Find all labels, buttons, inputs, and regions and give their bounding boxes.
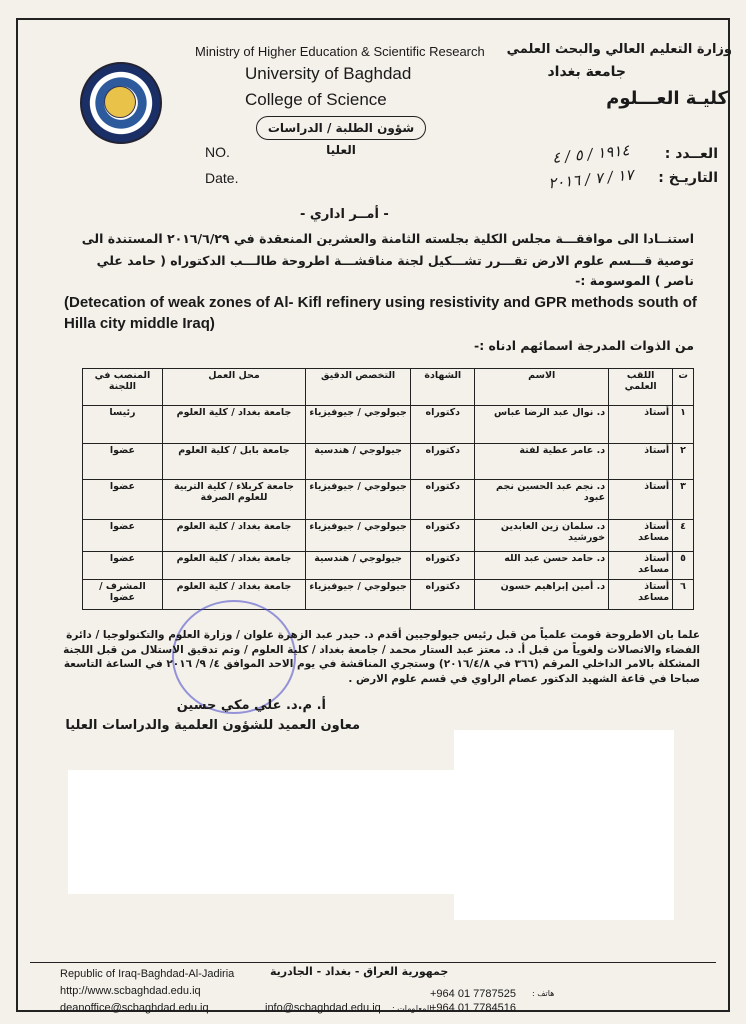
- column-header: محل العمل: [162, 369, 305, 406]
- cell-position: المشرف / عضوا: [83, 580, 163, 610]
- cell-specialty: جيولوجي / هندسية: [306, 444, 411, 480]
- cell-degree: دكتوراه: [411, 406, 475, 444]
- table-row: [83, 520, 694, 552]
- table-row: [83, 406, 694, 444]
- table-row: [83, 552, 694, 580]
- cell-rank: أستاذ مساعد: [609, 580, 673, 610]
- table-row: [83, 580, 694, 610]
- number-label-ar: العــدد :: [664, 146, 718, 162]
- college-name-ar: كليـة العـــلوم: [606, 88, 728, 109]
- footer-website: http://www.scbaghdad.edu.iq: [60, 985, 201, 997]
- cell-specialty: جيولوجي / جيوفيزياء: [306, 406, 411, 444]
- university-name-ar: جامعة بغداد: [547, 64, 626, 80]
- cell-workplace: جامعة بغداد / كلية العلوم: [162, 406, 305, 444]
- cell-workplace: جامعة كربلاء / كلية التربية للعلوم الصرفة: [162, 480, 305, 520]
- cell-specialty: جيولوجي / جيوفيزياء: [306, 480, 411, 520]
- cell-workplace: جامعة بغداد / كلية العلوم: [162, 552, 305, 580]
- column-header: المنصب في اللجنة: [83, 369, 163, 406]
- column-header: ت: [673, 369, 694, 406]
- note-paragraph: علما بان الاطروحة قومت علمياً من قبل رئيس جيولوجيين أقدم د. حيدر عبد الزهرة علوان / وزارة العلوم والتكنولوجيا / دائرة الفضاء والاتصالات ولغوياً من قبل أ. د. معتز عبد الستار محمد / جامعة بغداد / كلية العلوم / وتم تدقيق الاستلال من قبل اللجنة المشكلة بالامر الداخلي المرقم (٣٦٦ في ٢٠١٦/٤/٨) وستجري المناقشة في يوم الاحد الموافق ٤/ ٩/ ٢٠١٦ في الساعة التاسعة صباحا في قاعة الشهيد الدكتور عصام الراوي في قسم علوم الارض .: [63, 629, 700, 685]
- seal-emblem-icon: [104, 86, 136, 118]
- cell-index: ١: [673, 406, 694, 444]
- cell-name: د. عامر عطية لفتة: [475, 444, 609, 480]
- cell-index: ٥: [673, 552, 694, 580]
- cell-index: ٣: [673, 480, 694, 520]
- cell-degree: دكتوراه: [411, 444, 475, 480]
- thesis-title: (Detecation of weak zones of Al- Kifl refinery using resistivity and GPR methods south of Hilla city middle Iraq): [64, 294, 697, 332]
- column-header: التخصص الدقيق: [306, 369, 411, 406]
- cell-index: ٤: [673, 520, 694, 552]
- cell-rank: أستاذ مساعد: [609, 552, 673, 580]
- department-label: شؤون الطلبة / الدراسات العليا: [256, 116, 426, 140]
- footer-address-ar: جمهورية العراق - بغداد - الجادرية: [270, 965, 449, 978]
- cell-workplace: جامعة بابل / كلية العلوم: [162, 444, 305, 480]
- cell-position: عضوا: [83, 520, 163, 552]
- body-line-2: توصية قـــسم علوم الارض تقـــرر تشـــكيل لجنة مناقشـــة اطروحة طالـــب الدكتوراه ( حامد علي: [96, 253, 694, 268]
- cell-index: ٢: [673, 444, 694, 480]
- column-header: الشهادة: [411, 369, 475, 406]
- column-header: اللقب العلمي: [609, 369, 673, 406]
- ministry-name-ar: وزارة التعليم العالي والبحث العلمي: [506, 42, 732, 57]
- cell-position: عضوا: [83, 480, 163, 520]
- order-title: - أمــر اداري -: [300, 207, 389, 222]
- date-label: Date.: [205, 170, 239, 186]
- cell-rank: أستاذ: [609, 480, 673, 520]
- ministry-name-en: Ministry of Higher Education & Scientific Research: [195, 44, 485, 59]
- footer-info-label: المعلومات :: [392, 1004, 432, 1013]
- date-label-ar: التاريـخ :: [658, 170, 718, 186]
- cell-index: ٦: [673, 580, 694, 610]
- cell-degree: دكتوراه: [411, 552, 475, 580]
- handwritten-date: ١٧ / ٧ / ٢٠١٦: [547, 165, 635, 193]
- redacted-area: [68, 770, 668, 894]
- footer-email-dean: deanoffice@scbaghdad.edu.iq: [60, 1002, 209, 1014]
- number-label: NO.: [205, 144, 230, 160]
- table-row: [83, 480, 694, 520]
- signatory-name: أ. م.د. علي مكي حسين: [176, 698, 326, 713]
- handwritten-number: ١٩١٤ / ٥ / ٤: [551, 140, 631, 168]
- cell-position: رئيسا: [83, 406, 163, 444]
- footer-email-info: info@scbaghdad.edu.iq: [265, 1002, 381, 1014]
- cell-workplace: جامعة بغداد / كلية العلوم: [162, 580, 305, 610]
- university-name-en: University of Baghdad: [245, 64, 412, 83]
- body-line-3: ناصر ) الموسومة :-: [575, 273, 694, 288]
- cell-name: د. أمين إبراهيم حسون: [475, 580, 609, 610]
- cell-workplace: جامعة بغداد / كلية العلوم: [162, 520, 305, 552]
- footer-address-en: Republic of Iraq-Baghdad-Al-Jadiria: [60, 968, 235, 980]
- cell-name: د. حامد حسن عبد الله: [475, 552, 609, 580]
- cell-name: د. سلمان زين العابدين خورشيد: [475, 520, 609, 552]
- cell-position: عضوا: [83, 444, 163, 480]
- cell-degree: دكتوراه: [411, 580, 475, 610]
- body-line-1: استنــادا الى موافقـــة مجلس الكلية بجلسته الثامنة والعشرين المنعقدة في ٢٠١٦/٦/٢٩ المستندة الى: [81, 231, 694, 246]
- cell-degree: دكتوراه: [411, 520, 475, 552]
- signatory-title: معاون العميد للشؤون العلمية والدراسات العليا: [65, 718, 360, 733]
- table-header-row: [83, 369, 694, 406]
- footer-phone-label: هاتف :: [532, 989, 555, 998]
- cell-specialty: جيولوجي / هندسية: [306, 552, 411, 580]
- table-row: [83, 444, 694, 480]
- cell-specialty: جيولوجي / جيوفيزياء: [306, 520, 411, 552]
- cell-position: عضوا: [83, 552, 163, 580]
- members-intro: من الذوات المدرجة اسمائهم ادناه :-: [474, 338, 694, 353]
- footer-divider: [30, 962, 716, 963]
- cell-name: د. نجم عبد الحسين نجم عبود: [475, 480, 609, 520]
- cell-degree: دكتوراه: [411, 480, 475, 520]
- college-name-en: College of Science: [245, 90, 387, 109]
- column-header: الاسم: [475, 369, 609, 406]
- footer-phone-1: +964 01 7787525: [430, 988, 516, 1000]
- cell-rank: أستاذ مساعد: [609, 520, 673, 552]
- cell-specialty: جيولوجي / جيوفيزياء: [306, 580, 411, 610]
- footer-phone-2: +964 01 7784516: [430, 1002, 516, 1014]
- committee-table: [82, 368, 694, 610]
- cell-rank: أستاذ: [609, 444, 673, 480]
- cell-rank: أستاذ: [609, 406, 673, 444]
- cell-name: د. نوال عبد الرضا عباس: [475, 406, 609, 444]
